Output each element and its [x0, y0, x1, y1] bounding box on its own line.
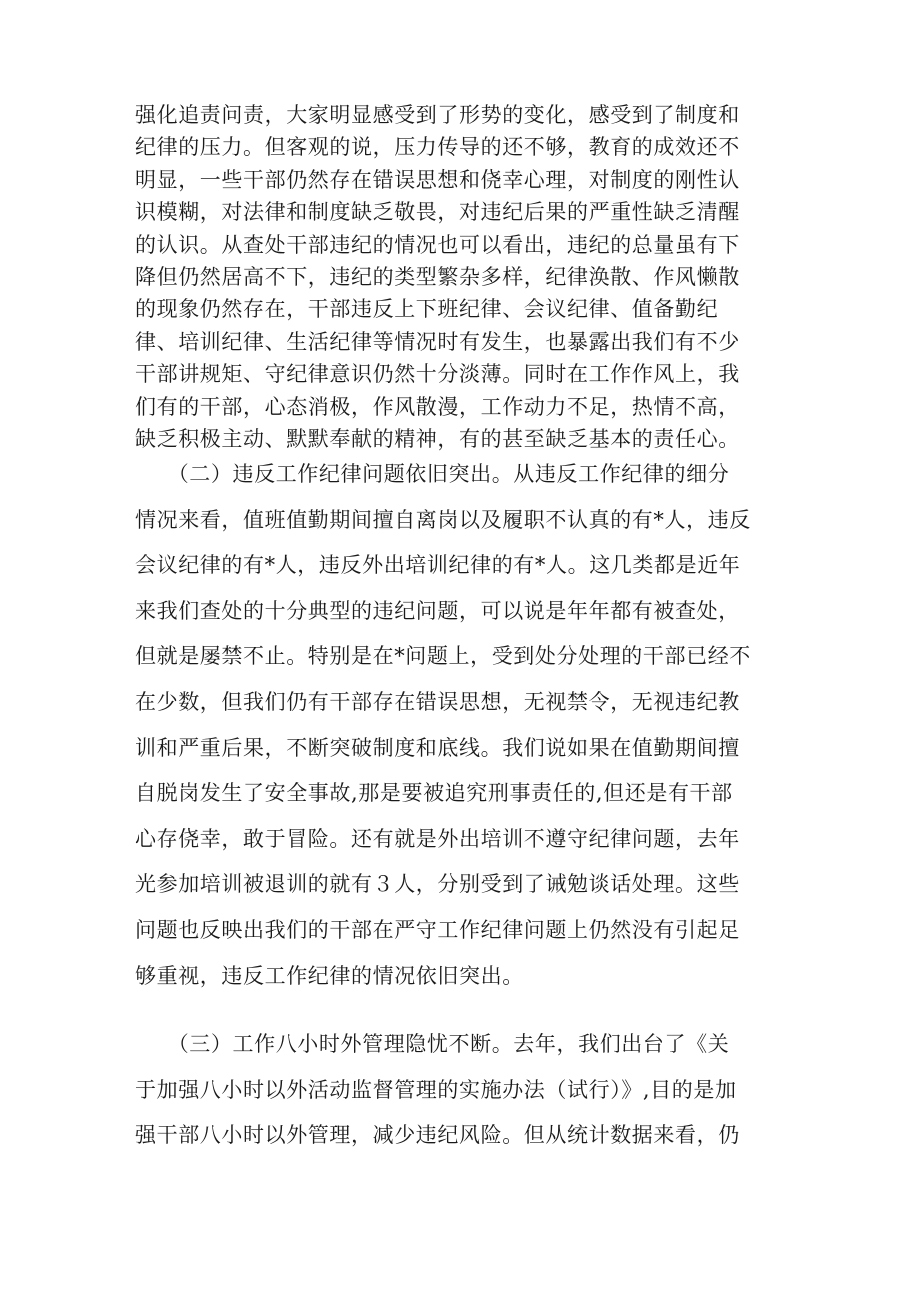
text-line: 光参加培训被退训的就有３人，分别受到了诫勉谈话处理。这些: [135, 872, 740, 897]
text-line: 的现象仍然存在，干部违反上下班纪律、会议纪律、值备勤纪: [135, 297, 719, 322]
text-line: 会议纪律的有*人，违反外出培训纪律的有*人。这几类都是近年: [135, 553, 741, 578]
text-line: 缺乏积极主动、默默奉献的精神，有的甚至缺乏基本的责任心。: [135, 426, 740, 451]
text-line: 自脱岗发生了安全事故,那是要被追究刑事责任的,但还是有干部: [135, 781, 733, 806]
text-line: 干部讲规矩、守纪律意识仍然十分淡薄。同时在工作作风上，我: [135, 362, 740, 387]
paragraph-discipline-pressure: [135, 99, 793, 455]
text-line: 的认识。从查处干部违纪的情况也可以看出，违纪的总量虽有下: [135, 232, 740, 257]
text-line: 够重视，违反工作纪律的情况依旧突出。: [135, 963, 524, 988]
text-line: 在少数，但我们仍有干部存在错误思想，无视禁令，无视违纪教: [135, 689, 740, 714]
section-heading-line: （三）工作八小时外管理隐忧不断。去年，我们出台了《关: [135, 1032, 730, 1056]
section-heading-line: （二）违反工作纪律问题依旧突出。从违反工作纪律的细分: [135, 462, 730, 486]
text-line: 训和严重后果，不断突破制度和底线。我们说如果在值勤期间擅: [135, 735, 740, 760]
text-line: 问题也反映出我们的干部在严守工作纪律问题上仍然没有引起足: [135, 917, 740, 942]
text-line: 纪律的压力。但客观的说，压力传导的还不够，教育的成效还不: [135, 135, 740, 160]
text-line: 降但仍然居高不下，违纪的类型繁杂多样，纪律涣散、作风懒散: [135, 264, 740, 289]
paragraph-work-discipline: [135, 452, 793, 999]
text-line: 于加强八小时以外活动监督管理的实施办法（试行）》,目的是加: [135, 1077, 737, 1102]
text-line: 强干部八小时以外管理，减少违纪风险。但从统计数据来看，仍: [135, 1123, 740, 1148]
text-line: 情况来看，值班值勤期间擅自离岗以及履职不认真的有*人，违反: [135, 507, 751, 532]
text-line: 们有的干部，心态消极，作风散漫，工作动力不足，热情不高，: [135, 394, 740, 419]
text-line: 律、培训纪律、生活纪律等情况时有发生，也暴露出我们有不少: [135, 329, 740, 354]
text-line: 强化追责问责，大家明显感受到了形势的变化，感受到了制度和: [135, 103, 740, 127]
text-line: 心存侥幸，敢于冒险。还有就是外出培训不遵守纪律问题，去年: [135, 826, 740, 851]
text-line: 来我们查处的十分典型的违纪问题，可以说是年年都有被查处，: [135, 598, 740, 623]
paragraph-after-hours-management: [135, 1022, 793, 1159]
text-line: 但就是屡禁不止。特别是在*问题上，受到处分处理的干部已经不: [135, 644, 751, 669]
text-line: 明显，一些干部仍然存在错误思想和侥幸心理，对制度的刚性认: [135, 167, 740, 192]
text-line: 识模糊，对法律和制度缺乏敬畏，对违纪后果的严重性缺乏清醒: [135, 200, 740, 225]
